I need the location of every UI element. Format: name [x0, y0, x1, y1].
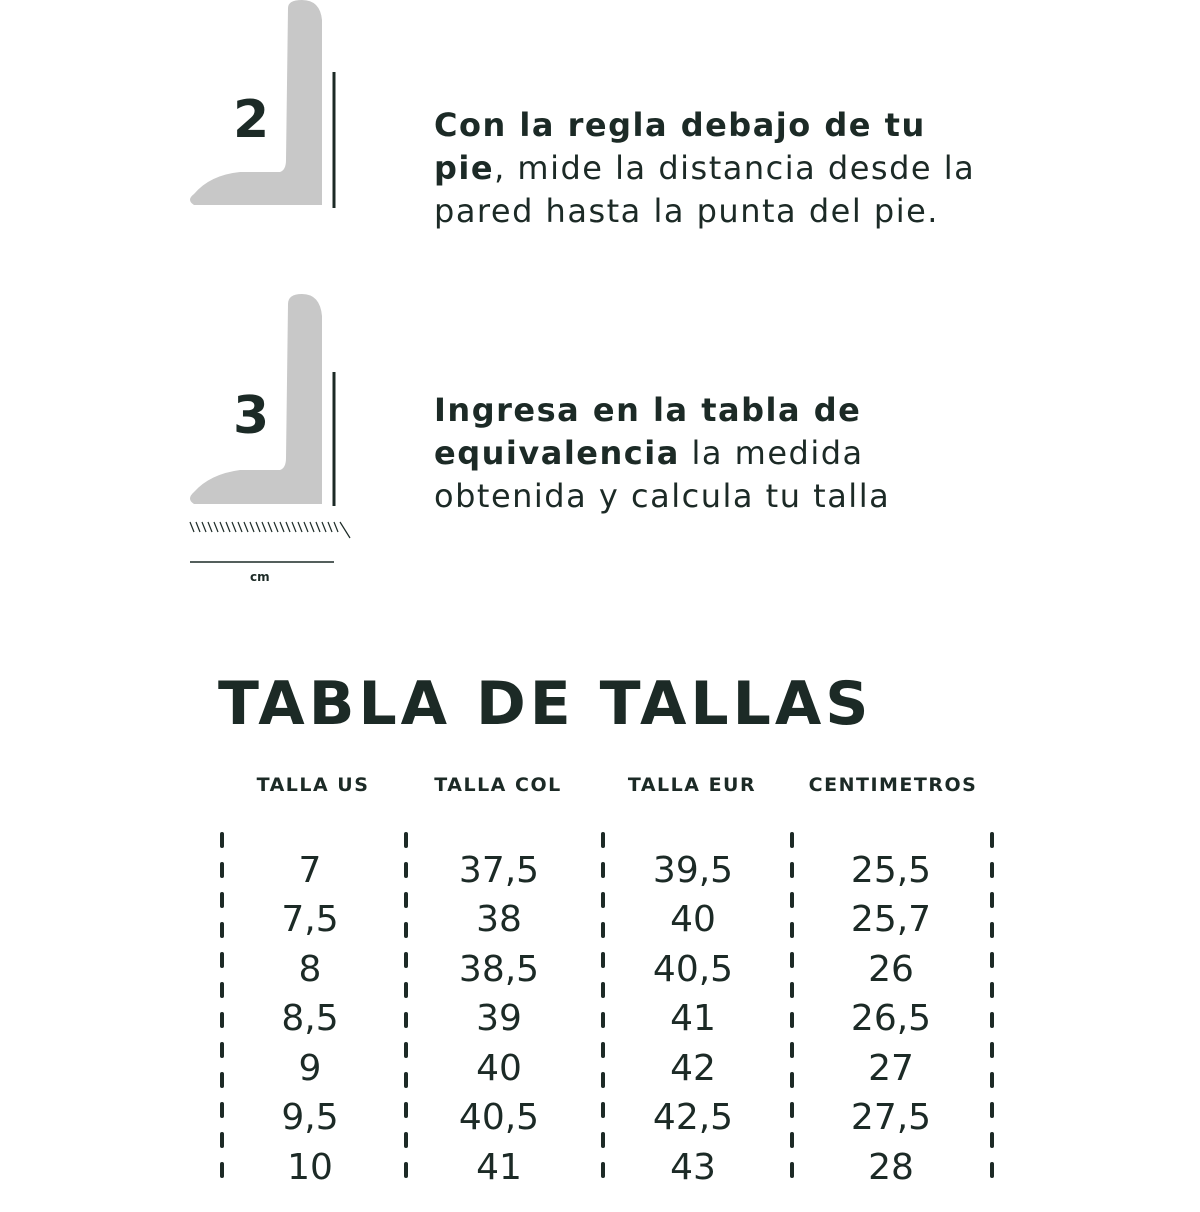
column-header-us: TALLA US	[256, 774, 370, 796]
table-cell: 41	[476, 1147, 522, 1188]
instruction-bold: pie	[434, 149, 495, 187]
table-cell: 7	[298, 850, 322, 891]
table-cell: 41	[670, 998, 716, 1039]
table-cell: 10	[287, 1147, 333, 1188]
table-cell: 42	[670, 1048, 716, 1089]
step-instruction	[434, 389, 890, 518]
table-cell: 39	[476, 998, 522, 1039]
table-cell: 40,5	[458, 1097, 540, 1138]
column-header-col: TALLA COL	[434, 774, 562, 796]
instruction-text: pared hasta la punta del pie.	[434, 192, 939, 230]
table-cell: 8	[298, 949, 322, 990]
instruction-text: la medida	[679, 434, 864, 472]
table-cell: 38	[476, 899, 522, 940]
foot-against-wall-icon	[180, 0, 360, 215]
table-cell: 27,5	[850, 1097, 932, 1138]
table-cell: 43	[670, 1147, 716, 1188]
instruction-text: , mide la distancia desde la	[494, 149, 976, 187]
instruction-bold: equivalencia	[434, 434, 680, 472]
table-cell: 28	[868, 1147, 914, 1188]
table-cell: 9	[298, 1048, 322, 1089]
table-cell: 27	[868, 1048, 914, 1089]
table-cell: 9,5	[281, 1097, 339, 1138]
table-cell: 37,5	[458, 850, 540, 891]
foot-against-wall-icon	[180, 294, 360, 509]
table-cell: 38,5	[458, 949, 540, 990]
table-cell: 26	[868, 949, 914, 990]
step-number: 2	[233, 90, 270, 150]
column-header-eur: TALLA EUR	[627, 774, 757, 796]
step-instruction	[434, 104, 975, 233]
table-cell: 25,5	[850, 850, 932, 891]
instruction-text: obtenida y calcula tu talla	[434, 477, 891, 515]
size-table-title: TABLA DE TALLAS	[218, 669, 873, 739]
column-divider	[790, 832, 794, 1212]
table-cell: 42,5	[652, 1097, 734, 1138]
ruler-unit-label: cm	[250, 570, 270, 584]
instruction-bold: Ingresa en la tabla de	[434, 391, 862, 429]
table-cell: 26,5	[850, 998, 932, 1039]
column-header-cm: CENTIMETROS	[808, 774, 978, 796]
instruction-bold: Con la regla debajo de tu	[434, 106, 926, 144]
table-cell: 40	[670, 899, 716, 940]
step-number: 3	[233, 386, 270, 446]
column-divider	[990, 832, 994, 1212]
table-cell: 39,5	[652, 850, 734, 891]
table-cell: 40	[476, 1048, 522, 1089]
table-cell: 7,5	[281, 899, 339, 940]
ruler-icon	[186, 518, 356, 568]
table-cell: 40,5	[652, 949, 734, 990]
table-cell: 25,7	[850, 899, 932, 940]
table-cell: 8,5	[281, 998, 339, 1039]
